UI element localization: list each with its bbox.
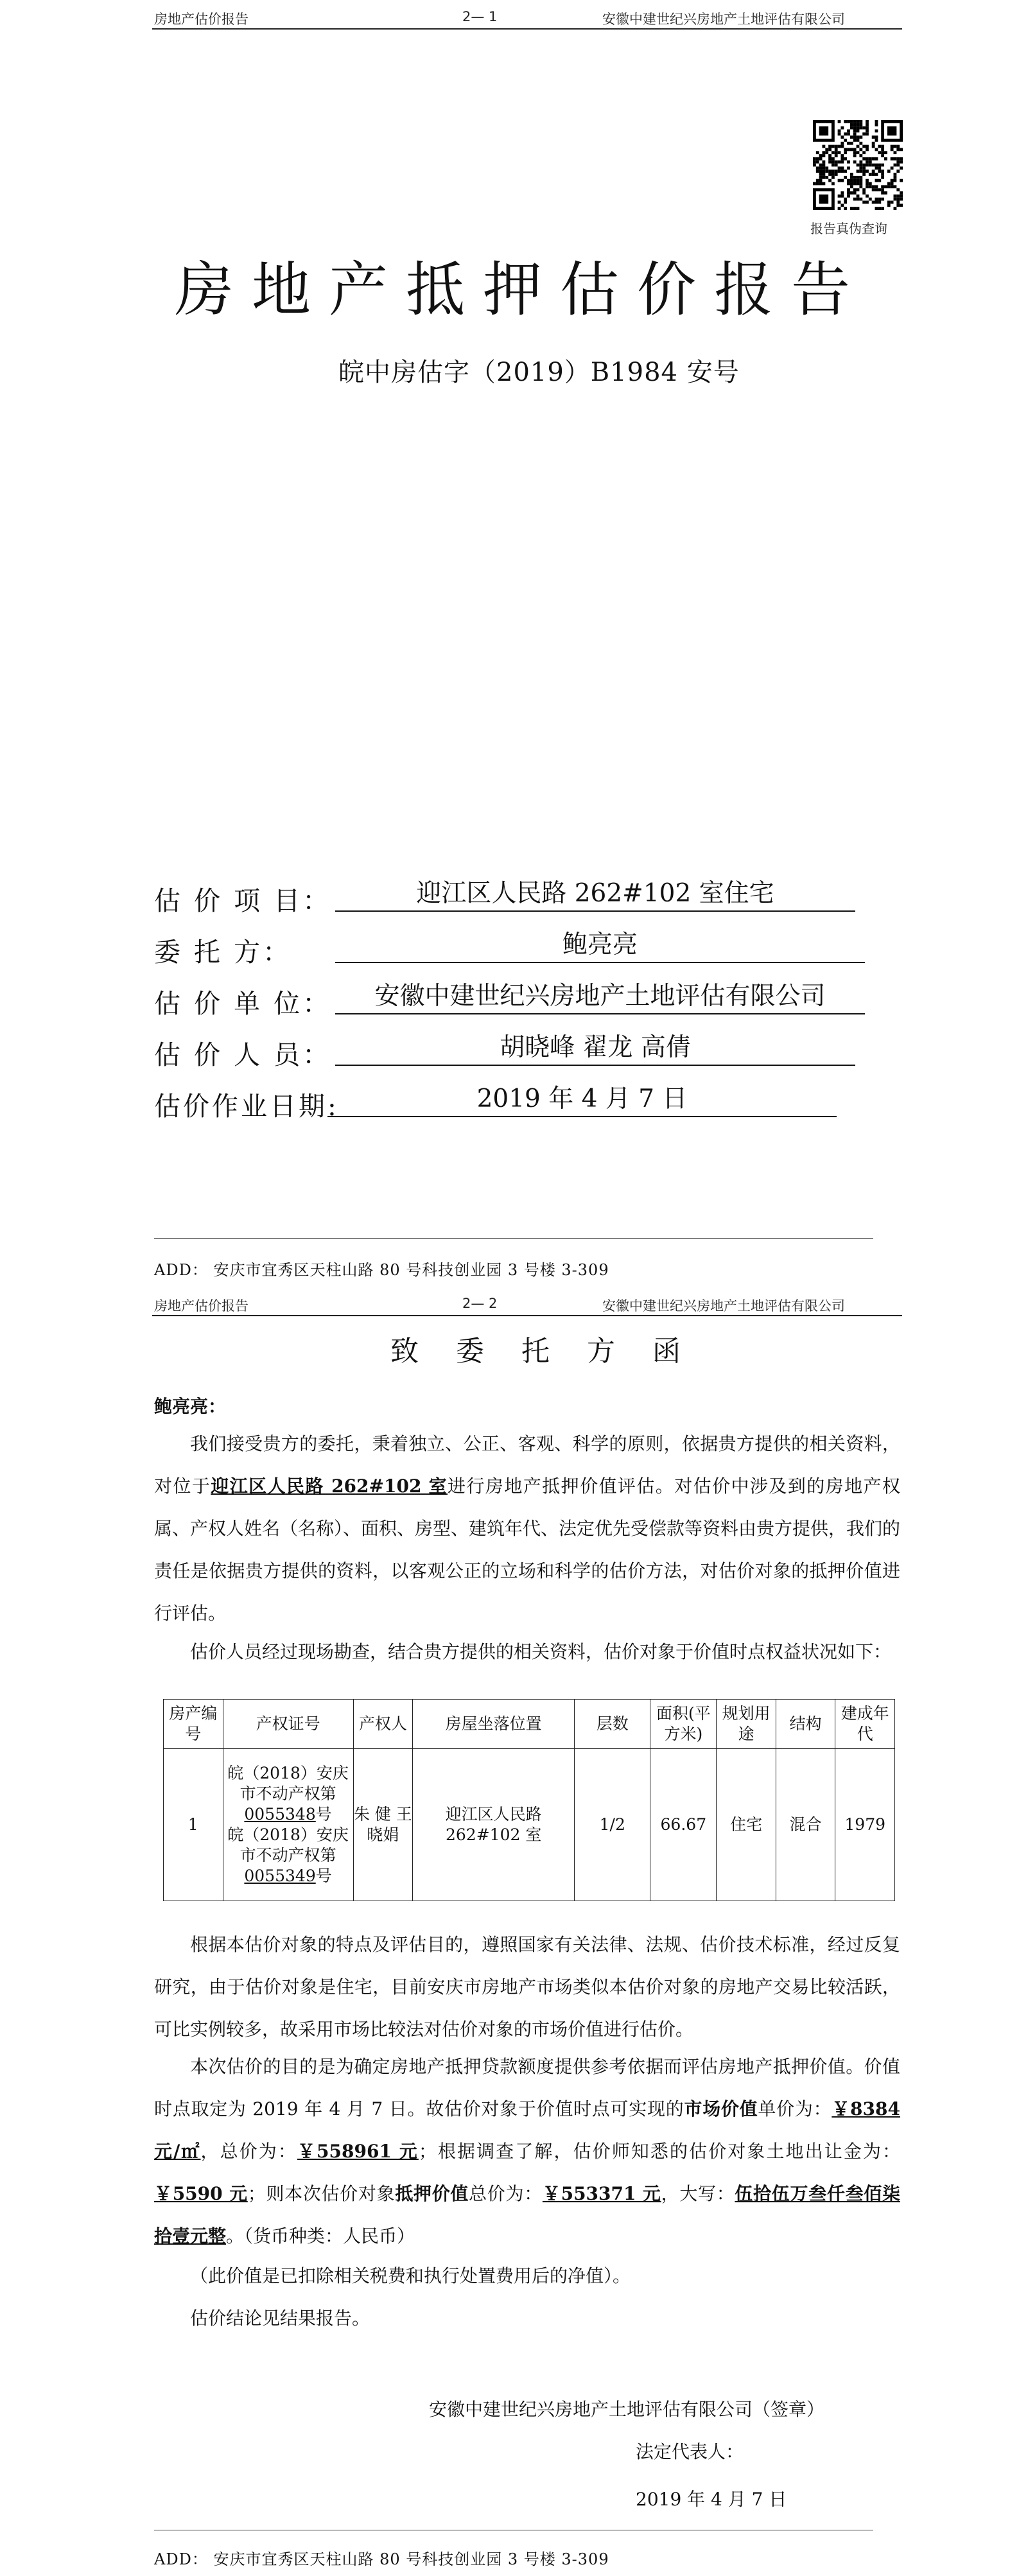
- field-value-appraisers: 胡晓峰 翟龙 高倩: [335, 1031, 855, 1066]
- header-left: 房地产估价报告: [154, 12, 248, 27]
- col-header: 面积(平方米): [650, 1700, 717, 1749]
- header-page-number: 2— 2: [462, 1296, 498, 1311]
- table-header-row: [164, 1700, 895, 1749]
- signature-representative: 法定代表人：: [636, 2441, 744, 2462]
- letter-title: 致委托方函: [390, 1335, 718, 1368]
- footer-rule: [154, 1238, 873, 1239]
- field-label-project: 估 价 项 目：: [154, 885, 332, 916]
- unit-price: ￥8384 元/㎡: [154, 2098, 900, 2162]
- paragraph-4: 本次估价的目的是为确定房地产抵押贷款额度提供参考依据而评估房地产抵押价值。价值时点取定为 2019 年 4 月 7 日。故估价对象于价值时点可实现的市场价值单价为：￥8384 元/㎡，总价为：￥558961 元；根据调查了解，估价师知悉的估价对象土地出让金为：￥5590 元；则本次估价对象抵押价值总价为：￥553371 元，大写：伍拾伍万叁仟叁佰柒拾壹元整。（货币种类：人民币）: [154, 2056, 900, 2247]
- col-header: 规划用途: [717, 1700, 776, 1749]
- salutation: 鲍亮亮：: [154, 1396, 227, 1417]
- paragraph-5: （此价值是已扣除相关税费和执行处置费用后的净值）。: [190, 2265, 631, 2286]
- table-row: [164, 1749, 895, 1901]
- header-right: 安徽中建世纪兴房地产土地评估有限公司: [602, 12, 845, 27]
- col-header: 产权人: [353, 1700, 413, 1749]
- field-value-client: 鲍亮亮: [335, 928, 865, 963]
- field-value-appraiser-company: 安徽中建世纪兴房地产土地评估有限公司: [335, 980, 865, 1014]
- field-label-work-date: 估价作业日期:: [154, 1091, 339, 1122]
- header-page-number: 2— 1: [462, 9, 498, 24]
- col-header: 产权证号: [223, 1700, 353, 1749]
- field-value-work-date: 2019 年 4 月 7 日: [327, 1083, 837, 1117]
- field-label-appraisers: 估 价 人 员：: [154, 1040, 332, 1070]
- col-header: 建成年代: [835, 1700, 895, 1749]
- header-right: 安徽中建世纪兴房地产土地评估有限公司: [602, 1298, 845, 1314]
- paragraph-6: 估价结论见结果报告。: [190, 2308, 370, 2329]
- cell-use: 住宅: [717, 1749, 776, 1901]
- field-label-appraiser-company: 估 价 单 位：: [154, 988, 332, 1019]
- mortgage-value: ￥553371 元: [542, 2183, 661, 2204]
- field-value-project: 迎江区人民路 262#102 室住宅: [335, 877, 855, 912]
- field-label-client: 委 托 方：: [154, 937, 292, 968]
- paragraph-3: 根据本估价对象的特点及评估目的，遵照国家有关法律、法规、估价技术标准，经过反复研究，由于估价对象是住宅，目前安庆市房地产市场类似本估价对象的房地产交易比较活跃，可比实例较多，故采用市场比较法对估价对象的市场价值进行估价。: [154, 1934, 900, 2040]
- header-rule: [152, 28, 902, 30]
- col-header: 结构: [776, 1700, 835, 1749]
- signature-company: 安徽中建世纪兴房地产土地评估有限公司（签章）: [429, 2399, 825, 2420]
- cell-area: 66.67: [650, 1749, 717, 1901]
- paragraph-2: 估价人员经过现场勘查，结合贵方提供的相关资料，估价对象于价值时点权益状况如下：: [190, 1641, 892, 1662]
- col-header: 房屋坐落位置: [413, 1700, 575, 1749]
- cell-location: 迎江区人民路 262#102 室: [413, 1749, 575, 1901]
- signature-date: 2019 年 4 月 7 日: [636, 2489, 787, 2510]
- property-location: 迎江区人民路 262#102 室: [211, 1475, 448, 1497]
- paragraph-1: 我们接受贵方的委托，秉着独立、公正、客观、科学的原则，依据贵方提供的相关资料，对位于迎江区人民路 262#102 室进行房地产抵押价值评估。对估价中涉及到的房地产权属、产权人姓名（名称）、面积、房型、建筑年代、法定优先受偿款等资料由贵方提供，我们的责任是依据贵方提供的资料，以客观公正的立场和科学的估价方法，对估价对象的抵押价值进行评估。: [154, 1433, 901, 1624]
- cell-structure: 混合: [776, 1749, 835, 1901]
- report-title: 房地产抵押估价报告: [175, 256, 869, 324]
- total-price: ￥558961 元: [297, 2141, 419, 2162]
- header-left: 房地产估价报告: [154, 1298, 248, 1314]
- qr-caption: 报告真伪查询: [810, 221, 887, 236]
- header-rule: [152, 1315, 902, 1316]
- footer-address: ADD： 安庆市宜秀区天柱山路 80 号科技创业园 3 号楼 3-309: [154, 1261, 609, 1279]
- cell-owner: 朱 健 王晓娟: [353, 1749, 413, 1901]
- amount-in-words: 伍拾伍万叁仟叁佰柒拾壹元整: [154, 2183, 900, 2247]
- qr-code-icon[interactable]: [813, 120, 903, 210]
- report-number: 皖中房估字（2019）B1984 安号: [338, 358, 740, 387]
- land-fee: ￥5590 元: [154, 2183, 248, 2204]
- cell-number: 1: [164, 1749, 223, 1901]
- col-header: 房产编号: [164, 1700, 223, 1749]
- property-table: [163, 1699, 895, 1901]
- footer-address: ADD： 安庆市宜秀区天柱山路 80 号科技创业园 3 号楼 3-309: [154, 2550, 609, 2568]
- cell-year: 1979: [835, 1749, 895, 1901]
- col-header: 层数: [575, 1700, 650, 1749]
- cell-floors: 1/2: [575, 1749, 650, 1901]
- cell-certificates: 皖（2018）安庆市不动产权第0055348号 皖（2018）安庆市不动产权第0055349号: [223, 1749, 353, 1901]
